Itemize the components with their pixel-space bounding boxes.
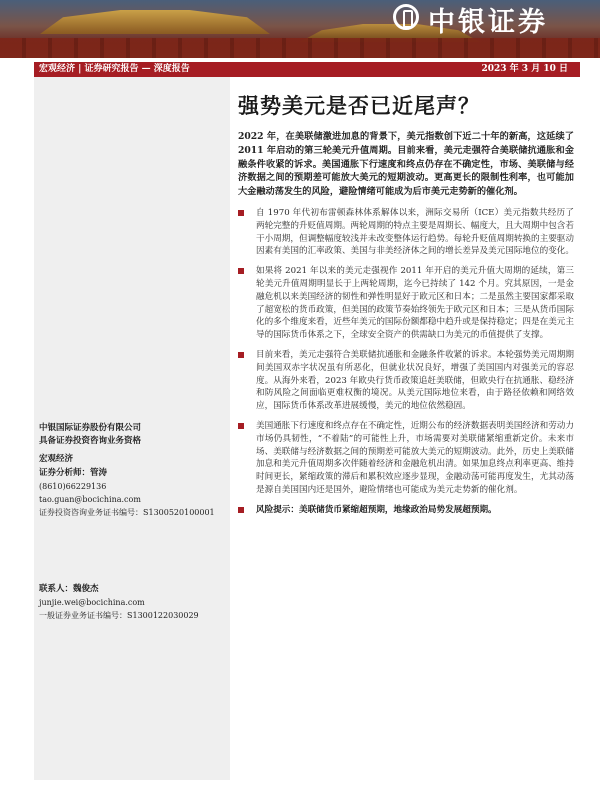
contact-cert: 一般证券业务证书编号：S1300122030029 [39, 611, 199, 620]
company-name: 中银国际证券股份有限公司 [39, 423, 142, 433]
bullet-square-icon [238, 507, 244, 513]
lead-summary: 2022 年，在美联储激进加息的背景下，美元指数创下近二十年的新高，这延续了 2011 年启动的第三轮美元升值周期。目前来看，美元走强符合美联储抗通胀和金融条件收紧的诉求。美国通胀下行速度和终点仍存在不确定性，市场、美联储与经济数据之间的预期差可能放大美元的短期波动。更高更长的限制性利率，也可能加大金融动荡发生的风险，避险情绪可能成为后市美元走势新的催化剂。 [238, 131, 574, 198]
report-title: 强势美元是否已近尾声？ [238, 93, 480, 118]
contact-email[interactable]: junjie.wei@bocichina.com [39, 598, 145, 607]
list-item [238, 349, 574, 413]
boc-logo-icon [393, 4, 419, 30]
key-points-list [238, 207, 574, 524]
bullet-text: 目前来看，美元走强符合美联储抗通胀和金融条件收紧的诉求。本轮强势美元周期期间美国双赤字状况虽有所恶化，但就业状况良好，增强了美国国内对强美元的容忍度。从海外来看，2023 年欧央行货币政策追赶美联储，但欧央行在抗通胀、稳经济和防风险之间面临更难权衡的境况。从美元国际地位来看，由于路径依赖和网络效应，国际货币体系改革进展缓慢，美元的地位依然稳固。 [256, 349, 574, 412]
palace-wall-image [0, 38, 600, 58]
brand-logo-text: 中银证券 [428, 7, 548, 38]
bullet-square-icon [238, 352, 244, 358]
analyst-cert: 证券投资咨询业务证书编号：S1300520100001 [39, 508, 215, 517]
list-item [238, 207, 574, 258]
bullet-text: 自 1970 年代初布雷顿森林体系解体以来，洲际交易所（ICE）美元指数共经历了两轮完整的升贬值周期。两轮周期的特点主要是周期长、幅度大，且大周期中包含若干小周期，但调整幅度较浅并未改变整体运行趋势。每轮升贬值周期转换的主要驱动因素有美国的汇率政策、美国与非美经济体之间的增长差异及美元国际地位的变化。 [256, 208, 574, 257]
category: 宏观经济 [39, 454, 74, 464]
bullet-text: 如果将 2021 年以来的美元走强视作 2011 年开启的美元升值大周期的延续，第三轮美元升值周期明显长于上两轮周期，迄今已持续了 142 个月。究其原因，一是金融危机以来美国经济的韧性和弹性明显好于欧元区和日本；二是虽然主要国家都采取了超宽松的货币政策，但美国的政策节奏始终领先于欧元区和日本；三是从货币国际化的多个维度来看，近些年美元的国际份额都稳中趋升或是保持稳定；四是在美元主导的国际货币体系之下，全球安全资产的供需缺口为美元的币值提供了支撑。 [256, 266, 574, 341]
bullet-square-icon [238, 210, 244, 216]
list-item [238, 265, 574, 342]
risk-note-text: 风险提示：美联储货币紧缩超预期，地缘政治局势发展超预期。 [256, 504, 497, 515]
analyst-email[interactable]: tao.guan@bocichina.com [39, 495, 141, 504]
palace-roof-image [40, 10, 270, 34]
list-item [238, 420, 574, 497]
bullet-square-icon [238, 268, 244, 274]
contact-info [39, 583, 199, 622]
sidebar [34, 77, 230, 780]
header-banner [0, 0, 600, 58]
risk-note [238, 504, 574, 517]
bullet-text: 美国通胀下行速度和终点存在不确定性，近期公布的经济数据表明美国经济和劳动力市场仍具韧性，“不着陆”的可能性上升，市场需要对美联储紧缩重新定价。未来市场、美联储与经济数据之间的预期差可能放大美元的短期波动。此外，历史上美联储加息和美元升值周期多次伴随着经济和金融危机出清。如果加息终点利率更高、维持时间更长，紧缩政策的滞后和累积效应逐步显现，金融动荡可能再度发生，尤其动荡是源自美国国内还是国外，避险情绪也可能成为美元走势新的催化剂。 [256, 420, 574, 495]
analyst-label: 证券分析师：管涛 [39, 468, 108, 478]
bullet-square-icon [238, 423, 244, 429]
report-category-bar [34, 62, 580, 77]
qualification: 具备证券投资咨询业务资格 [39, 436, 142, 446]
analyst-phone: (8610)66229136 [39, 482, 107, 491]
contact-label: 联系人：魏俊杰 [39, 584, 99, 594]
analyst-info [39, 467, 215, 519]
firm-info [39, 422, 141, 466]
report-date: 2023 年 3 月 10 日 [481, 64, 568, 74]
section-label: 宏观经济 | 证券研究报告 — 深度报告 [39, 64, 190, 74]
